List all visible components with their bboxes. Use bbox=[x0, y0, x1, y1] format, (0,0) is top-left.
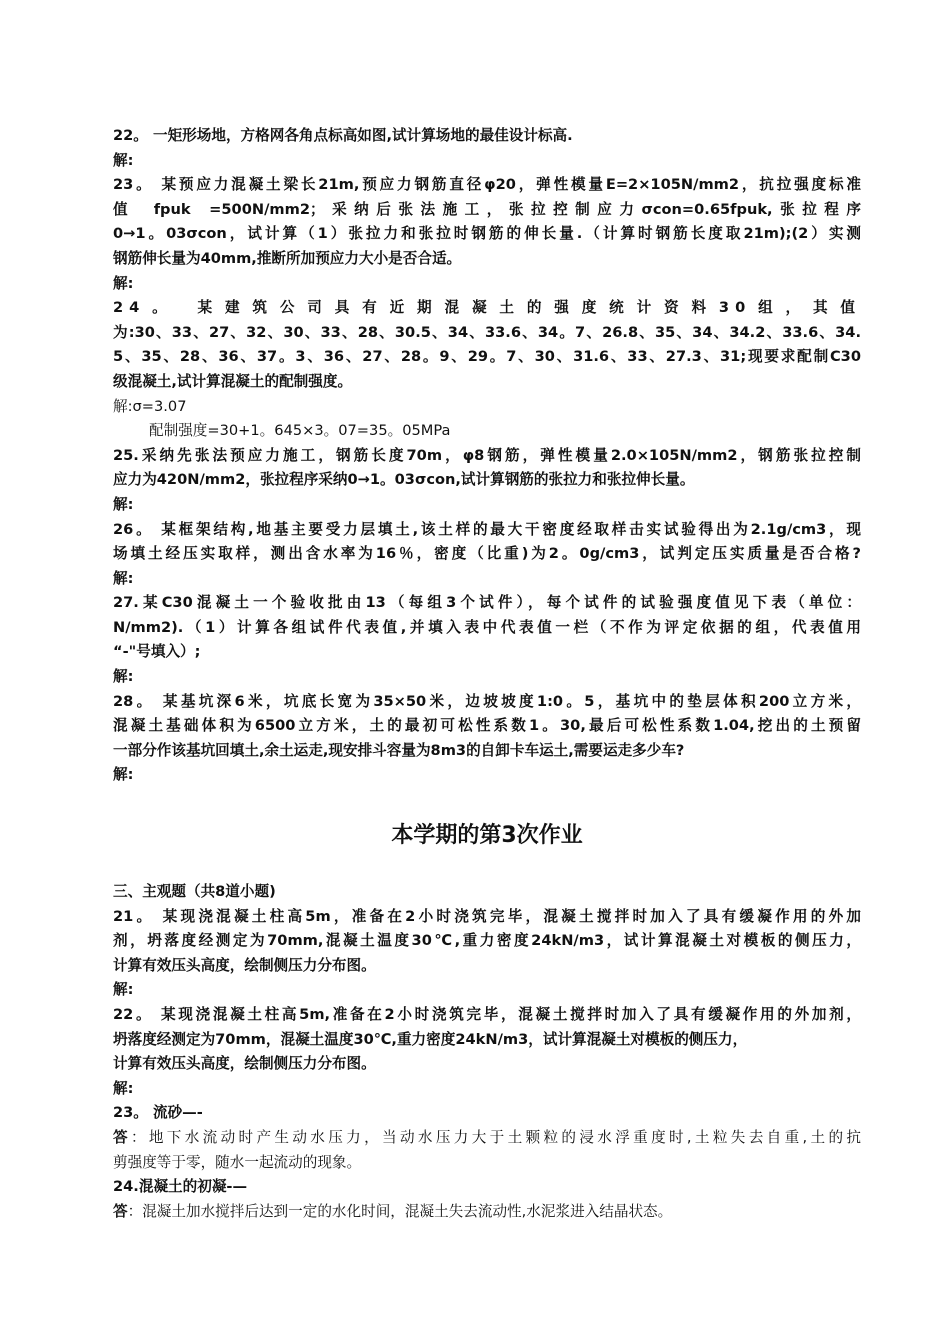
question-25: 25.采纳先张法预应力施工，钢筋长度70m，φ8钢筋，弹性模量2.0×105N/mm2，钢筋张拉控制 应力为420N/mm2，张拉程序采纳0→1。03σcon,试计算钢筋的张拉力和张拉伸长量。 bbox=[113, 446, 861, 489]
answer-label: 答 bbox=[113, 1202, 128, 1220]
question-22: 22。 一矩形场地，方格网各角点标高如图,试计算场地的最佳设计标高. bbox=[113, 127, 573, 144]
answer-label: 解: bbox=[113, 981, 134, 999]
answer-label: 解: bbox=[113, 668, 134, 686]
section-title: 本学期的第3次作业 bbox=[391, 823, 583, 849]
answer-sigma: 解:σ=3.07 bbox=[113, 397, 187, 415]
answer-strength: 配制强度=30+1。645×3。07=35。05MPa bbox=[149, 422, 451, 440]
s2-question-22: 22。 某现浇混凝土柱高5m,准备在2小时浇筑完毕，混凝土搅拌时加入了具有缓凝作用的外加剂， 坍落度经测定为70mm，混凝土温度30℃,重力密度24kN/m3，试计算混凝土对模板的侧压力， 计算有效压头高度，绘制侧压力分布图。 bbox=[113, 1006, 861, 1073]
question-24: 24。 某建筑公司具有近期混凝土的强度统计资料30组，其值 为:30、33、27、32、30、33、28、30.5、34、33.6、34。7、26.8、35、34、34.2、33.6、34. 5、35、28、36、37。3、36、27、28。9、29。7、30、31.6、33、27.3、31;现要求配制C30 级混凝土,试计算混凝土的配制强度。 bbox=[113, 299, 861, 390]
answer-label: 解: bbox=[113, 766, 134, 784]
document-page bbox=[113, 124, 861, 1224]
s2-question-24: 24.混凝土的初凝-— bbox=[113, 1178, 248, 1196]
s2-answer-23: 答：地下水流动时产生动水压力，当动水压力大于土颗粒的浸水浮重度时,土粒失去自重,土的抗 剪强度等于零，随水一起流动的现象。 bbox=[113, 1128, 861, 1171]
answer-label: 解: bbox=[113, 495, 134, 513]
s2-question-23: 23。 流砂—- bbox=[113, 1104, 203, 1122]
answer-label: 解: bbox=[113, 569, 134, 587]
question-26: 26。 某框架结构,地基主要受力层填土,该土样的最大干密度经取样击实试验得出为2.1g/cm3，现 场填土经压实取样，测出含水率为16％，密度（比重)为2。0g/cm3，试判定压实质量是否合格? bbox=[113, 520, 861, 563]
s2-answer-24: 答：混凝土加水搅拌后达到一定的水化时间，混凝土失去流动性,水泥浆进入结晶状态。 bbox=[113, 1202, 673, 1220]
answer-label: 解: bbox=[113, 151, 134, 169]
section-subtitle: 三、主观题（共8道小题) bbox=[113, 883, 276, 901]
answer-label: 解: bbox=[113, 274, 134, 292]
s2-question-21: 21。 某现浇混凝土柱高5m，准备在2小时浇筑完毕，混凝土搅拌时加入了具有缓凝作用的外加 剂，坍落度经测定为70mm,混凝土温度30℃,重力密度24kN/m3，试计算混凝土对模板的侧压力， 计算有效压头高度，绘制侧压力分布图。 bbox=[113, 907, 861, 974]
question-23: 23。 某预应力混凝土梁长21m,预应力钢筋直径φ20，弹性模量E=2×105N/mm2，抗拉强度标准 值 fpuk =500N/mm2；采纳后张法施工，张拉控制应力σcon=0.65fpuk,张拉程序 0→1。03σcon，试计算（1）张拉力和张拉时钢筋的伸长量.（计算时钢筋长度取21m);(2）实测 钢筋伸长量为40mm,推断所加预应力大小是否合适。 bbox=[113, 176, 861, 267]
answer-label: 答 bbox=[113, 1128, 131, 1146]
question-27: 27.某C30混凝土一个验收批由13（每组3个试件），每个试件的试验强度值见下表（单位： N/mm2).（1）计算各组试件代表值,并填入表中代表值一栏（不作为评定依据的组，代表值用 “-"号填入）; bbox=[113, 594, 861, 661]
answer-label: 解: bbox=[113, 1079, 134, 1097]
question-28: 28。 某基坑深6米，坑底长宽为35×50米，边坡坡度1:0。5，基坑中的垫层体积200立方米， 混凝土基础体积为6500立方米，土的最初可松性系数1。30,最后可松性系数1.04,挖出的土预留 一部分作该基坑回填土,余土运走,现安排斗容量为8m3的自卸卡车运土,需要运走多少车? bbox=[113, 692, 861, 759]
